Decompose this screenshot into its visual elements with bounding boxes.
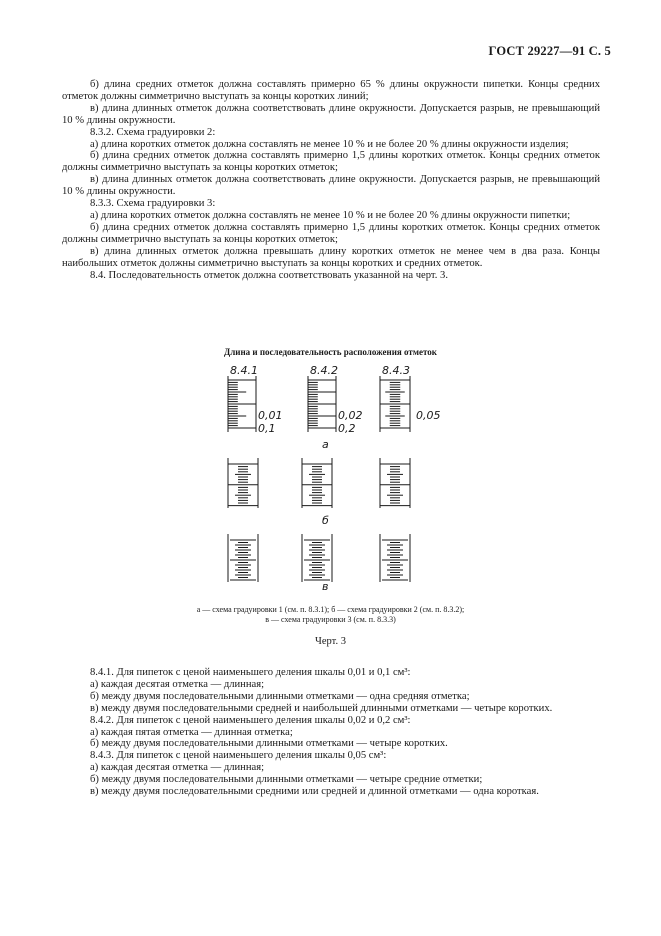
figure-title: Длина и последовательность расположения отметок <box>224 347 437 357</box>
caption-line-1: а — схема градуировки 1 (см. п. 8.3.1); б — схема градуировки 2 (см. п. 8.3.2); <box>196 605 465 614</box>
paragraph: 8.3.2. Схема градуировки 2: <box>90 126 216 138</box>
scale-label-002: 0,02 <box>338 409 363 422</box>
caption-line-2: в — схема градуировки 3 (см. п. 8.3.3) <box>265 615 396 624</box>
lower-text <box>62 667 600 798</box>
row-label-v: в <box>322 580 329 593</box>
scale-label-001: 0,01 <box>258 409 283 422</box>
paragraph: в) длина длинных отметок должна превышать длину коротких отметок не менее чем в два раза. Концы наибольших отметок должны симметрично выступать за концы коротких и средних отметок. <box>62 245 600 269</box>
paragraph: в) длина длинных отметок должна соответствовать длине окружности. Допускается разрыв, не превышающий 10 % длины окружности. <box>62 174 600 198</box>
paragraph: 8.4. Последовательность отметок должна соответствовать указанной на черт. 3. <box>90 269 448 281</box>
column-label-3: 8.4.3 <box>382 364 410 377</box>
paragraph: в) между двумя последовательными средней и наибольшей длинными отметками — четыре коротких. <box>90 702 553 714</box>
paragraph: б) между двумя последовательными длинными отметками — одна средняя отметка; <box>90 690 470 702</box>
paragraph: 8.3.3. Схема градуировки 3: <box>90 198 216 210</box>
column-label-2: 8.4.2 <box>310 364 338 377</box>
paragraph: б) между двумя последовательными длинными отметками — четыре средние отметки; <box>90 774 483 786</box>
paragraph: 8.4.2. Для пипеток с ценой наименьшего деления шкалы 0,02 и 0,2 см³: <box>90 714 411 726</box>
paragraph: а) длина коротких отметок должна составлять не менее 10 % и не более 20 % длины окружности изделия; <box>90 138 569 150</box>
upper-text <box>62 79 600 281</box>
paragraph: а) каждая пятая отметка — длинная отметка; <box>90 726 293 738</box>
chart-label: Черт. 3 <box>315 636 346 647</box>
paragraph: б) длина средних отметок должна составлять примерно 1,5 длины коротких отметок. Концы средних отметок должны симметрично выступать за концы коротких отметок; <box>62 150 600 174</box>
paragraph: б) между двумя последовательными длинными отметками — четыре коротких. <box>90 738 448 750</box>
paragraph: а) каждая десятая отметка — длинная; <box>90 678 265 690</box>
page-header: ГОСТ 29227—91 С. 5 <box>488 44 611 58</box>
column-label-1: 8.4.1 <box>230 364 258 377</box>
paragraph: 8.4.3. Для пипеток с ценой наименьшего деления шкалы 0,05 см³: <box>90 750 387 762</box>
scale-label-005: 0,05 <box>416 409 441 422</box>
paragraph: а) каждая десятая отметка — длинная; <box>90 762 265 774</box>
scale-label-01: 0,1 <box>258 422 276 435</box>
paragraph: в) между двумя последовательными средними или средней и длинной отметками — одна короткая. <box>90 786 539 798</box>
figure-caption <box>100 605 561 625</box>
row-label-a: а <box>322 438 329 451</box>
paragraph: б) длина средних отметок должна составлять примерно 1,5 длины коротких отметок. Концы средних отметок должны симметрично выступать за концы коротких отметок; <box>62 221 600 245</box>
paragraph: в) длина длинных отметок должна соответствовать длине окружности. Допускается разрыв, не превышающий 10 % длины окружности. <box>62 102 600 126</box>
paragraph: б) длина средних отметок должна составлять примерно 65 % длины окружности пипетки. Концы средних отметок должны симметрично выступать за концы коротких линий; <box>62 79 600 102</box>
row-label-b: б <box>322 514 329 527</box>
scale-label-02: 0,2 <box>338 422 356 435</box>
graduation-figure <box>0 360 661 602</box>
paragraph: 8.4.1. Для пипеток с ценой наименьшего деления шкалы 0,01 и 0,1 см³: <box>90 667 411 678</box>
paragraph: а) длина коротких отметок должна составлять не менее 10 % и не более 20 % длины окружности пипетки; <box>90 209 571 221</box>
